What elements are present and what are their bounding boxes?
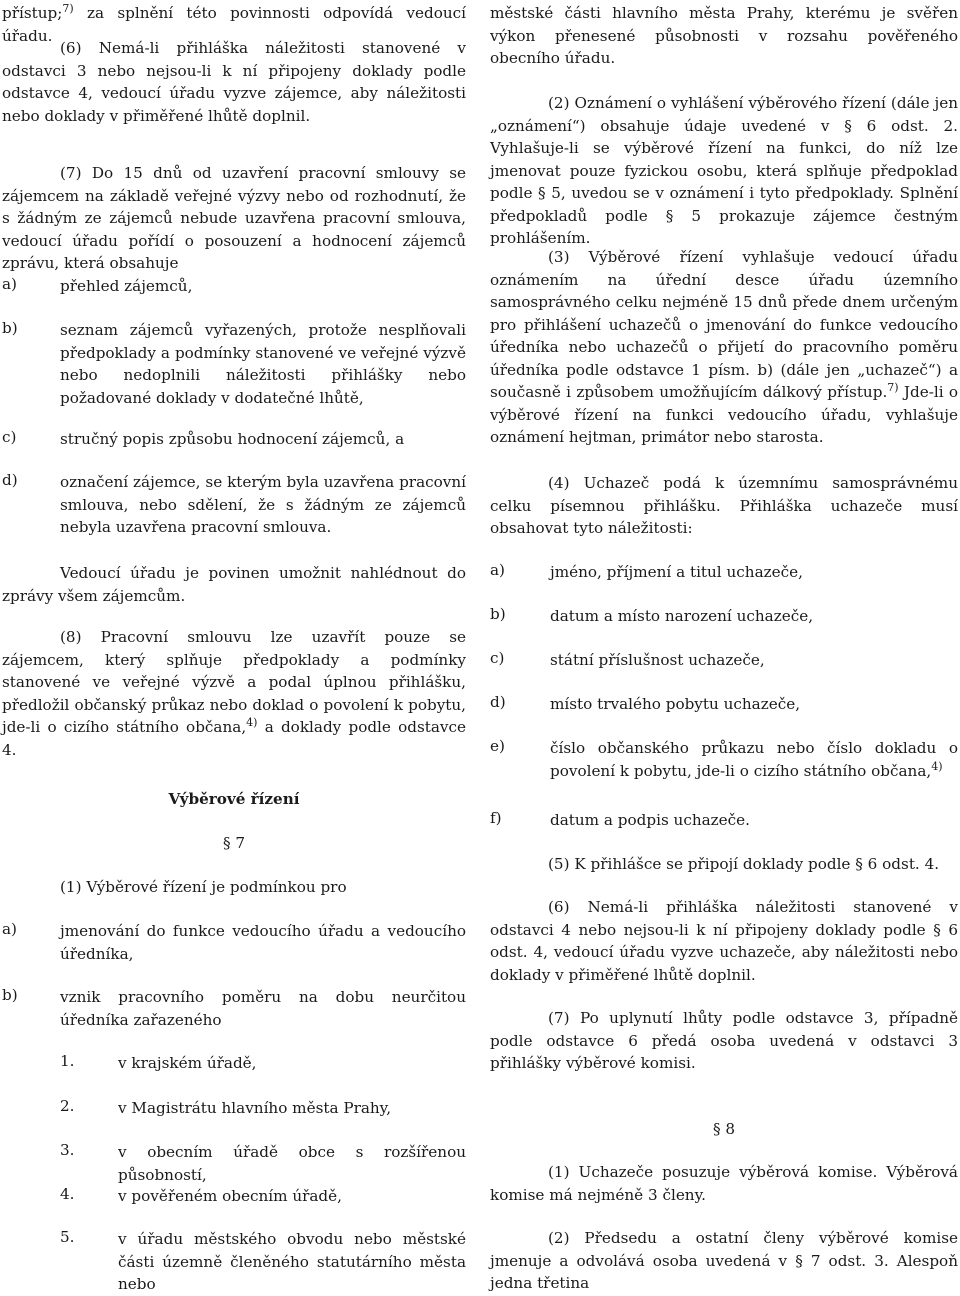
list-item: a) přehled zájemců, [2, 275, 193, 295]
paragraph-4: (4) Uchazeč podá k územnímu samosprávnému celku písemnou přihlášku. Přihláška uchazeče musí obsahovat tyto náležitosti: [490, 474, 958, 537]
paragraph-8: (8) Pracovní smlouvu lze uzavřít pouze se zájemcem, který splňuje předpoklady a podmínky stanovené ve veřejné výzvě a podal úplnou přihlášku, předložil občanský průkaz nebo doklad o povolení k pobytu, jde-li o cizího státního občana,$^{4)}$ a doklady podle odstavce 4. [2, 628, 467, 759]
list-item: c) stručný popis způsobu hodnocení zájemců, a [2, 428, 405, 448]
list-item: a) jméno, příjmení a titul uchazeče, [490, 561, 803, 581]
sub-list-item: 3. v obecním úřadě obce s rozšířenou působností, [60, 1141, 466, 1184]
paragraph-7: (7) Po uplynutí lhůty podle odstavce 3, případně podle odstavce 6 předá osoba uvedená v odstavci 3 přihlášky výběrové komisi. [490, 1009, 958, 1072]
continuation-paragraph: městské části hlavního města Prahy, kterému je svěřen výkon přenesené působnosti v rozsahu pověřeného obecního úřadu. [490, 4, 958, 67]
list-item: b) vznik pracovního poměru na dobu neurčitou úředníka zařazeného [2, 986, 466, 1029]
list-item: e) číslo občanského průkazu nebo číslo dokladu o povolení k pobytu, jde-li o cizího státního občana,$^{4)}$ [490, 737, 958, 780]
paragraph-1: (1) Uchazeče posuzuje výběrová komise. Výběrová komise má nejméně 3 členy. [490, 1163, 958, 1204]
paragraph-7: (7) Do 15 dnů od uzavření pracovní smlouvy se zájemcem na základě veřejné výzvy nebo od rozhodnutí, že s žádným ze zájemců nebude uzavřena pracovní smlouva, vedoucí úřadu pořídí o posouzení a hodnocení zájemců zprávu, která obsahuje [2, 164, 466, 272]
paragraph-3: (3) Výběrové řízení vyhlašuje vedoucí úřadu oznámením na úřední desce úřadu územního samosprávného celku nejméně 15 dnů přede dnem určeným pro přihlášení uchazečů o jmenování do funkce vedoucího úředníka nebo uchazečů o přijetí do pracovního poměru úředníka podle odstavce 1 písm. b) (dále jen „uchazeč“) a současně i způsobem umožňujícím dálkový přístup.$^{7)}$ Jde-li o výběrové řízení na funkci vedoucího úřadu, vyhlašuje oznámení hejtman, primátor nebo starosta. [490, 248, 959, 446]
list-item: b) datum a místo narození uchazeče, [490, 605, 814, 625]
footnote-ref[interactable]: 7) [62, 1, 74, 15]
list-item: f) datum a podpis uchazeče. [490, 809, 750, 829]
paragraph-7-tail: Vedoucí úřadu je povinen umožnit nahlédnout do zprávy všem zájemcům. [2, 564, 466, 605]
section-number: § 8 [712, 1120, 736, 1138]
footnote-ref[interactable]: 7) [887, 380, 899, 394]
paragraph-5: (5) K přihlášce se připojí doklady podle § 6 odst. 4. [548, 855, 940, 873]
sub-list-item: 2. v Magistrátu hlavního města Prahy, [60, 1097, 392, 1117]
sub-list-item: 1. v krajském úřadě, [60, 1052, 257, 1072]
list-item: a) jmenování do funkce vedoucího úřadu a vedoucího úředníka, [2, 920, 466, 963]
paragraph-2: (2) Předsedu a ostatní členy výběrové komise jmenuje a odvolává osoba uvedená v § 7 odst. 3. Alespoň jedna třetina [490, 1229, 958, 1292]
paragraph-1: (1) Výběrové řízení je podmínkou pro [60, 878, 347, 896]
footnote-ref[interactable]: 4) [931, 759, 943, 773]
section-heading: Výběrové řízení [168, 790, 300, 808]
list-item: b) seznam zájemců vyřazených, protože nesplňovali předpoklady a podmínky stanovené ve veřejné výzvě nebo nedoplnili náležitosti přihlášky nebo požadované doklady v dodatečné lhůtě, [2, 319, 466, 407]
list-item: d) místo trvalého pobytu uchazeče, [490, 693, 801, 713]
footnote-ref[interactable]: 4) [246, 715, 258, 729]
paragraph-6: (6) Nemá-li přihláška náležitosti stanovené v odstavci 3 nebo nejsou-li k ní připojeny doklady podle odstavce 4, vedoucí úřadu vyzve zájemce, aby náležitosti nebo doklady v přiměřené lhůtě doplnil. [2, 39, 466, 125]
sub-list-item: 5. v úřadu městského obvodu nebo městské části územně členěného statutárního města nebo [60, 1228, 466, 1293]
sub-list-item: 4. v pověřeném obecním úřadě, [60, 1185, 342, 1205]
list-item: c) státní příslušnost uchazeče, [490, 649, 765, 669]
paragraph-2: (2) Oznámení o vyhlášení výběrového řízení (dále jen „oznámení“) obsahuje údaje uvedené v § 6 odst. 2. Vyhlašuje-li se výběrové řízení na funkci, do níž lze jmenovat pouze fyzickou osobu, která splňuje předpoklad podle § 5, uvedou se v oznámení i tyto předpoklady. Splnění předpokladů podle § 5 prokazuje zájemce čestným prohlášením. [490, 94, 958, 247]
paragraph-6: (6) Nemá-li přihláška náležitosti stanovené v odstavci 4 nebo nejsou-li k ní připojeny doklady podle § 6 odst. 4, vedoucí úřadu vyzve uchazeče, aby náležitosti nebo doklady v přiměřené lhůtě doplnil. [490, 898, 958, 984]
section-number: § 7 [222, 834, 246, 852]
list-item: d) označení zájemce, se kterým byla uzavřena pracovní smlouva, nebo sdělení, že s žádným ze zájemců nebyla uzavřena pracovní smlouva. [2, 471, 466, 536]
continuation-line: přístup;$^{7)}$ za splnění této povinnosti odpovídá vedoucí úřadu. [2, 1, 466, 45]
